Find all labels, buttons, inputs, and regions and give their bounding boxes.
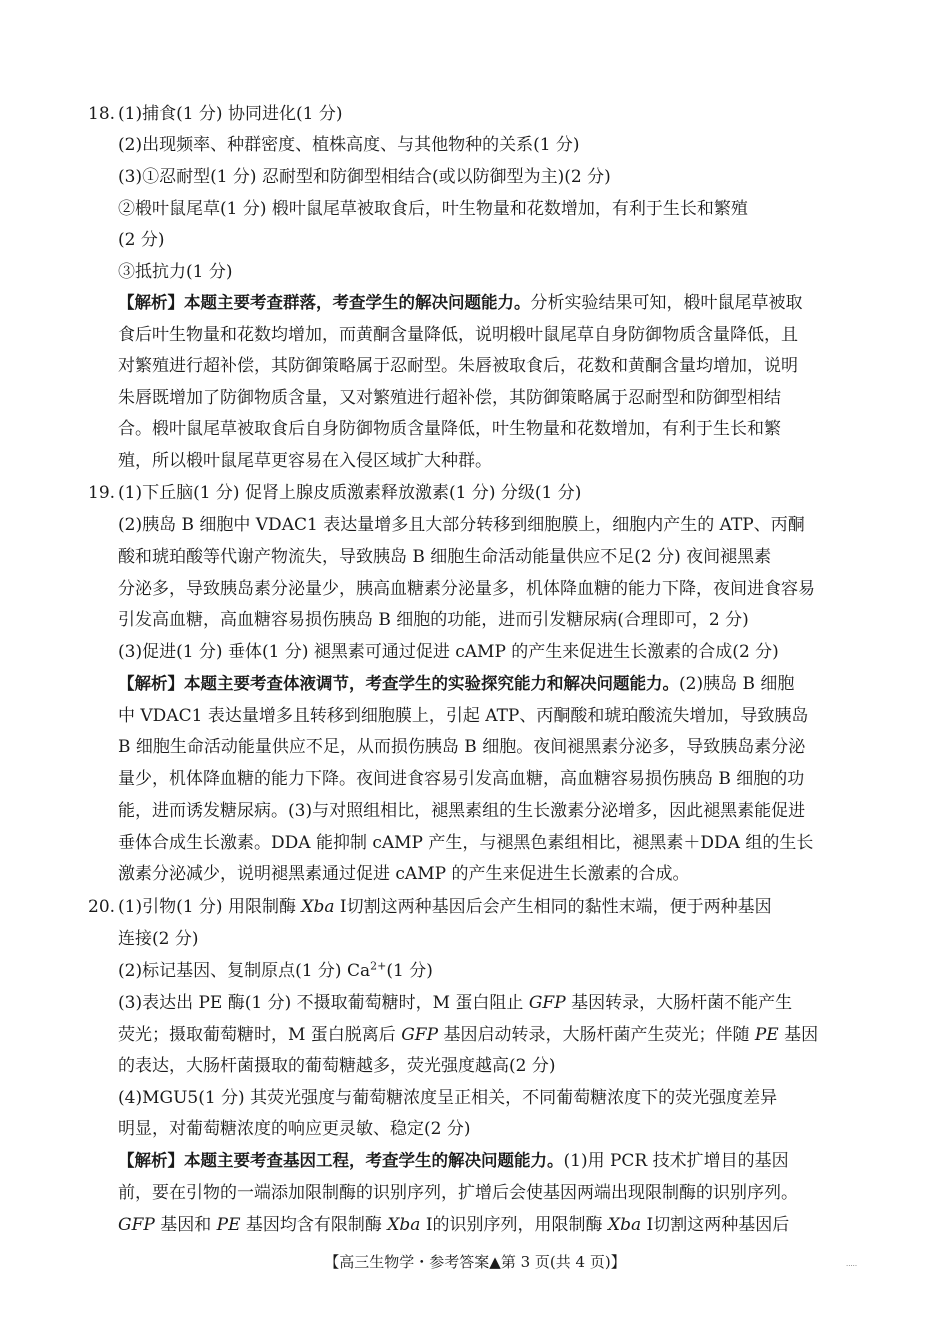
q20-text: Ⅰ切割这两种基因后会产生相同的黏性末端，便于两种基因 [334,897,772,917]
q20-text: (1)引物(1 分) 用限制酶 [118,897,302,917]
q20-line-6: 的表达，大肠杆菌摄取的葡萄糖越多，荧光强度越高(2 分) [118,1056,556,1076]
q18-analysis-line-2: 食后叶生物量和花数均增加，而黄酮含量降低，说明椴叶鼠尾草自身防御物质含量降低，且 [118,325,798,345]
q18-line-4: ②椴叶鼠尾草(1 分) 椴叶鼠尾草被取食后，叶生物量和花数增加，有利于生长和繁殖 [118,199,748,219]
q19-analysis-line-1 [118,673,794,695]
q18-analysis-line-3: 对繁殖进行超补偿，其防御策略属于忍耐型。朱唇被取食后，花数和黄酮含量均增加，说明 [118,356,798,376]
q18-line-3: (3)①忍耐型(1 分) 忍耐型和防御型相结合(或以防御型为主)(2 分) [118,167,611,187]
pe-term: PE [216,1215,241,1235]
page-footer: 【高三生物学・参考答案▲第 3 页(共 4 页)】 [324,1253,626,1271]
analysis-text: Ⅰ的识别序列，用限制酶 [420,1215,608,1235]
q19-analysis-line-3: B 细胞生命活动能量供应不足，从而损伤胰岛 B 细胞。夜间褪黑素分泌多，导致胰岛素分泌 [118,737,806,757]
analysis-tag: 【解析】 [118,293,184,312]
q19-line-6: (3)促进(1 分) 垂体(1 分) 褪黑素可通过促进 cAMP 的产生来促进生长激素的合成(2 分) [118,642,779,662]
q20-line-1 [118,896,772,918]
q18-line-6: ③抵抗力(1 分) [118,262,233,282]
q20-text: 基因启动转录，大肠杆菌产生荧光；伴随 [438,1025,755,1045]
q20-analysis-line-3 [118,1214,789,1236]
q20-analysis-line-1 [118,1150,789,1172]
question-19-number: 19. [88,483,116,503]
pe-term: PE [754,1025,779,1045]
analysis-tag: 【解析】 [118,674,184,693]
q19-line-2: (2)胰岛 B 细胞中 VDAC1 表达量增多且大部分转移到细胞膜上，细胞内产生的 ATP、丙酮 [118,515,805,535]
q18-line-5: (2 分) [118,230,165,250]
xbai-term: Xba [301,897,335,917]
q20-line-3 [118,960,433,982]
q20-line-2: 连接(2 分) [118,929,199,949]
corner-mark: ····· [846,1262,858,1270]
q20-line-4 [118,992,792,1014]
q19-line-5: 引发高血糖，高血糖容易损伤胰岛 B 细胞的功能，进而引发糖尿病(合理即可，2 分) [118,610,749,630]
analysis-text: 分析实验结果可知，椴叶鼠尾草被取 [530,293,803,313]
q18-line-1: (1)捕食(1 分) 协同进化(1 分) [118,104,343,124]
gfp-term: GFP [401,1025,439,1045]
q19-line-3: 酸和琥珀酸等代谢产物流失，导致胰岛 B 细胞生命活动能量供应不足(2 分) 夜间褪黑素 [118,547,772,567]
q19-analysis-line-5: 能，进而诱发糖尿病。(3)与对照组相比，褪黑素组的生长激素分泌增多，因此褪黑素能促进 [118,801,806,821]
analysis-text: (1)用 PCR 技术扩增目的基因 [563,1151,789,1171]
calcium-charge: 2+ [370,959,387,973]
q20-analysis-line-2: 前，要在引物的一端添加限制酶的识别序列，扩增后会使基因两端出现限制酶的识别序列。 [118,1183,798,1203]
question-18-number: 18. [88,104,116,124]
q18-line-2: (2)出现频率、种群密度、植株高度、与其他物种的关系(1 分) [118,135,580,155]
q20-line-5 [118,1024,818,1046]
q20-text: (3)表达出 PE 酶(1 分) 不摄取葡萄糖时，M 蛋白阻止 [118,993,529,1013]
analysis-text: 基因均含有限制酶 [240,1215,388,1235]
xbai-term: Xba [387,1215,421,1235]
xbai-term: Xba [607,1215,642,1235]
question-20-number: 20. [88,897,116,917]
q19-analysis-line-7: 激素分泌减少，说明褪黑素通过促进 cAMP 的产生来促进生长激素的合成。 [118,864,690,884]
analysis-tag: 【解析】 [118,1151,184,1170]
analysis-text: Ⅰ切割这两种基因后 [641,1215,790,1235]
q18-analysis-line-5: 合。椴叶鼠尾草被取食后自身防御物质含量降低，叶生物量和花数增加，有利于生长和繁 [118,419,781,439]
gfp-term: GFP [118,1215,155,1235]
q19-analysis-line-4: 量少，机体降血糖的能力下降。夜间进食容易引发高血糖，高血糖容易损伤胰岛 B 细胞的功 [118,769,805,789]
q20-text: 基因 [778,1025,819,1045]
analysis-text: (2)胰岛 B 细胞 [679,674,795,694]
analysis-lead: 本题主要考查群落，考查学生的解决问题能力。 [184,293,531,312]
q18-analysis-line-4: 朱唇既增加了防御物质含量，又对繁殖进行超补偿，其防御策略属于忍耐型和防御型相结 [118,388,781,408]
analysis-lead: 本题主要考查体液调节，考查学生的实验探究能力和解决问题能力。 [184,674,679,693]
q20-line-7: (4)MGU5(1 分) 其荧光强度与葡萄糖浓度呈正相关，不同葡萄糖浓度下的荧光强度差异 [118,1088,778,1108]
q19-analysis-line-6: 垂体合成生长激素。DDA 能抑制 cAMP 产生，与褪黑色素组相比，褪黑素＋DDA 组的生长 [118,833,814,853]
q20-text: (1 分) [386,961,433,981]
analysis-lead: 本题主要考查基因工程，考查学生的解决问题能力。 [184,1151,564,1170]
q20-text: 荧光；摄取葡萄糖时，M 蛋白脱离后 [118,1025,402,1045]
q20-line-8: 明显，对葡萄糖浓度的响应更灵敏、稳定(2 分) [118,1119,471,1139]
q19-line-4: 分泌多，导致胰岛素分泌量少，胰高血糖素分泌量多，机体降血糖的能力下降，夜间进食容易 [118,579,815,599]
q18-analysis-line-1 [118,292,803,314]
analysis-text: 基因和 [154,1215,217,1235]
q20-text: (2)标记基因、复制原点(1 分) Ca [118,961,371,981]
q19-line-1: (1)下丘脑(1 分) 促肾上腺皮质激素释放激素(1 分) 分级(1 分) [118,483,582,503]
q18-analysis-line-6: 殖，所以椴叶鼠尾草更容易在入侵区域扩大种群。 [118,451,492,471]
q19-analysis-line-2: 中 VDAC1 表达量增多且转移到细胞膜上，引起 ATP、丙酮酸和琥珀酸流失增加，导致胰岛 [118,706,809,726]
gfp-term: GFP [528,993,566,1013]
q20-text: 基因转录，大肠杆菌不能产生 [565,993,793,1013]
